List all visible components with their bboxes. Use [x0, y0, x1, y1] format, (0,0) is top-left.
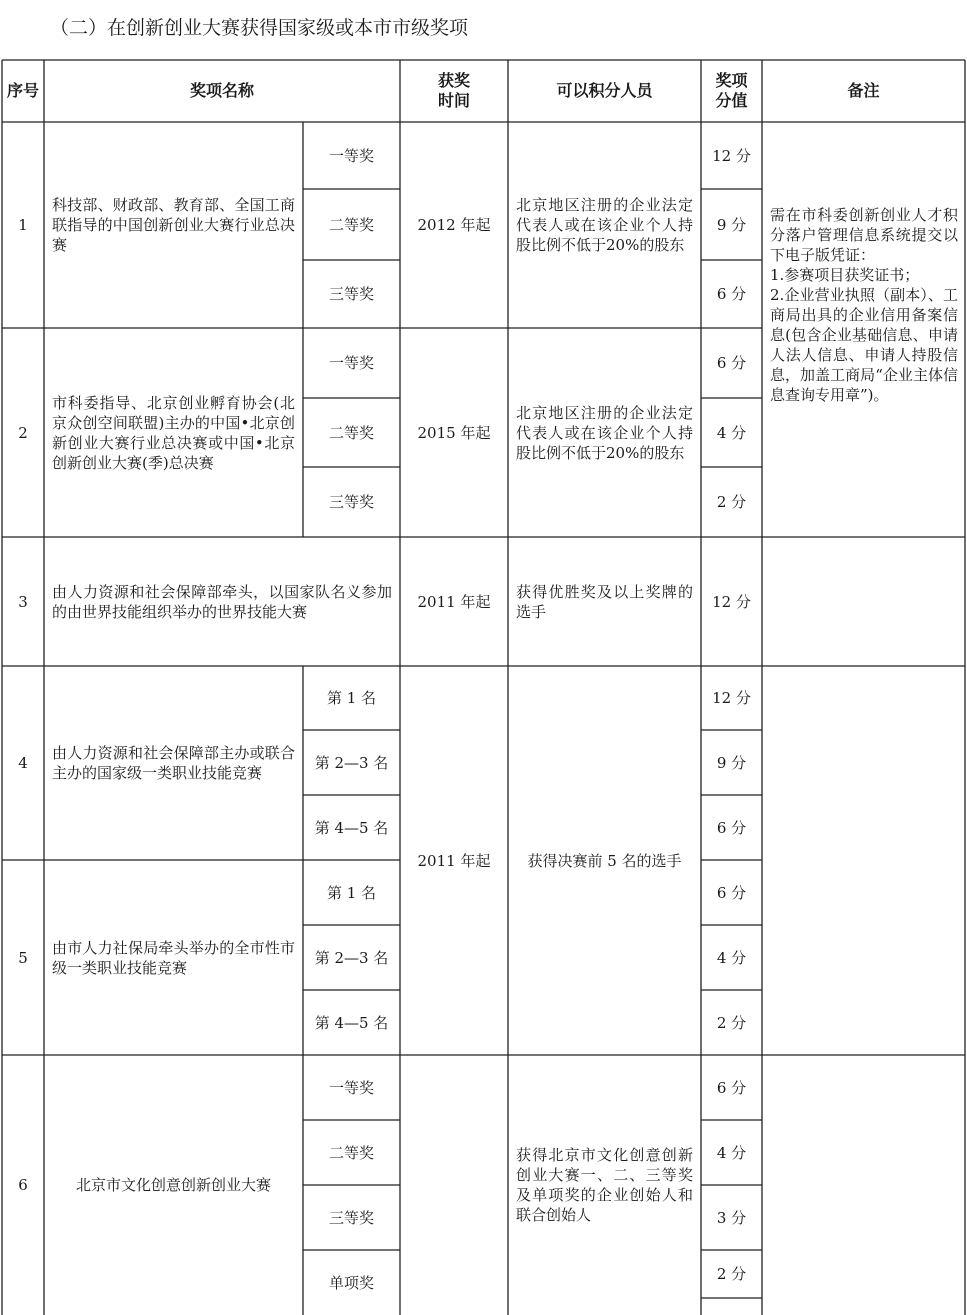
rows-4-5-award-time: 2011 年起 — [417, 851, 491, 870]
row-4-score-3: 6 分 — [716, 818, 747, 837]
row-2-eligible-text: 北京地区注册的企业法定代表人或在该企业个人持股比例不低于20%的股东 — [516, 403, 693, 462]
header-award-time: 获奖 时间 — [437, 71, 470, 110]
row-1-score-2: 9 分 — [716, 215, 747, 234]
row-4-seq: 4 — [18, 754, 28, 772]
row-1-seq: 1 — [18, 216, 28, 234]
row-2-seq: 2 — [18, 423, 28, 442]
row-5-level-1: 第 1 名 — [326, 883, 377, 902]
row-1-score-1: 12 分 — [712, 146, 751, 165]
row-6-seq: 6 — [18, 1176, 28, 1194]
row-5-award-name — [44, 860, 303, 1055]
row-3-award-name-text: 由人力资源和社会保障部牵头，以国家队名义参加的由世界技能组织举办的世界技能大赛 — [52, 582, 392, 621]
row-6-score-3: 3 分 — [716, 1208, 747, 1227]
row-2-award-time: 2015 年起 — [417, 423, 491, 442]
row-5-seq: 5 — [18, 948, 28, 967]
row-5-award-name-text: 由市人力社保局牵头举办的全市性市级一类职业技能竞赛 — [52, 938, 295, 977]
row-4-score-1: 12 分 — [712, 689, 751, 707]
row-5-level-3: 第 4—5 名 — [314, 1013, 389, 1032]
row-1-eligible — [508, 122, 701, 328]
row-2-level-3: 三等奖 — [328, 493, 374, 511]
row-2-level-1: 一等奖 — [328, 354, 374, 372]
row-3-score: 12 分 — [712, 592, 751, 611]
row-6-level-3: 三等奖 — [328, 1208, 374, 1227]
row-6-score-1: 6 分 — [716, 1078, 747, 1097]
row-4-level-3: 第 4—5 名 — [314, 818, 389, 837]
row-6-level-4: 单项奖 — [328, 1273, 374, 1292]
row-6-level-1: 一等奖 — [328, 1078, 374, 1097]
row-2-eligible — [508, 328, 701, 537]
header-eligible: 可以积分人员 — [556, 81, 653, 100]
row-6-score-2: 4 分 — [716, 1143, 747, 1162]
row-6-level-2: 二等奖 — [328, 1143, 374, 1162]
row-2-level-2: 二等奖 — [328, 423, 374, 442]
header-award-name: 奖项名称 — [189, 81, 254, 100]
row-3-award-name — [44, 537, 400, 666]
row-5-level-2: 第 2—3 名 — [314, 948, 389, 967]
row-1-eligible-text: 北京地区注册的企业法定代表人或在该企业个人持股比例不低于20%的股东 — [516, 196, 693, 254]
row-6-award-name: 北京市文化创意创新创业大赛 — [75, 1176, 271, 1194]
row-4-level-2: 第 2—3 名 — [314, 753, 389, 772]
row-1-level-3: 三等奖 — [328, 285, 374, 303]
row-4-score-2: 9 分 — [716, 753, 747, 772]
row-2-award-name — [44, 328, 303, 537]
row-5-score-1: 6 分 — [716, 883, 747, 902]
row-1-level-2: 二等奖 — [328, 215, 374, 234]
row-2-score-3: 2 分 — [716, 493, 747, 511]
note-rows-1-2: 需在市科委创新创业人才积分落户管理信息系统提交以下电子版凭证： 1.参赛项目获奖证书； 2.企业营业执照（副本）、工商局出具的企业信用备案信息(包含企业基础信息、申请人法人信息、申请人持股信息，加盖工商局“企业主体信息查询专用章”)。 — [770, 206, 958, 404]
row-2-score-2: 4 分 — [716, 423, 747, 442]
row-6-score-4: 2 分 — [716, 1265, 747, 1283]
row-6-eligible — [508, 1055, 701, 1315]
header-seq: 序号 — [6, 81, 39, 100]
row-4-level-1: 第 1 名 — [326, 689, 377, 707]
row-1-level-1: 一等奖 — [328, 146, 374, 165]
header-note: 备注 — [847, 81, 880, 100]
row-1-award-name — [44, 122, 303, 328]
row-4-award-name-text: 由人力资源和社会保障部主办或联合主办的国家级一类职业技能竞赛 — [52, 744, 295, 782]
row-5-score-3: 2 分 — [716, 1013, 747, 1032]
row-1-award-name-text: 科技部、财政部、教育部、全国工商联指导的中国创新创业大赛行业总决赛 — [52, 196, 295, 254]
row-3-eligible — [508, 537, 701, 666]
header-score: 奖项 分值 — [715, 71, 748, 110]
row-1-score-3: 6 分 — [716, 285, 747, 303]
row-4-award-name — [44, 666, 303, 860]
row-3-eligible-text: 获得优胜奖及以上奖牌的选手 — [516, 582, 693, 621]
row-2-award-name-text: 市科委指导、北京创业孵育协会(北京众创空间联盟)主办的中国•北京创新创业大赛行业总决赛或中国•北京创新创业大赛(季)总决赛 — [52, 393, 295, 472]
row-3-award-time: 2011 年起 — [417, 592, 491, 611]
row-5-score-2: 4 分 — [716, 948, 747, 967]
section-heading: （二）在创新创业大赛获得国家级或本市市级奖项 — [50, 17, 469, 39]
rows-4-5-eligible: 获得决赛前 5 名的选手 — [527, 851, 682, 870]
row-2-score-1: 6 分 — [716, 354, 747, 372]
row-3-seq: 3 — [18, 592, 28, 611]
row-6-eligible-text: 获得北京市文化创意创新创业大赛一、二、三等奖及单项奖的企业创始人和联合创始人 — [516, 1146, 693, 1224]
row-1-award-time: 2012 年起 — [417, 216, 491, 234]
